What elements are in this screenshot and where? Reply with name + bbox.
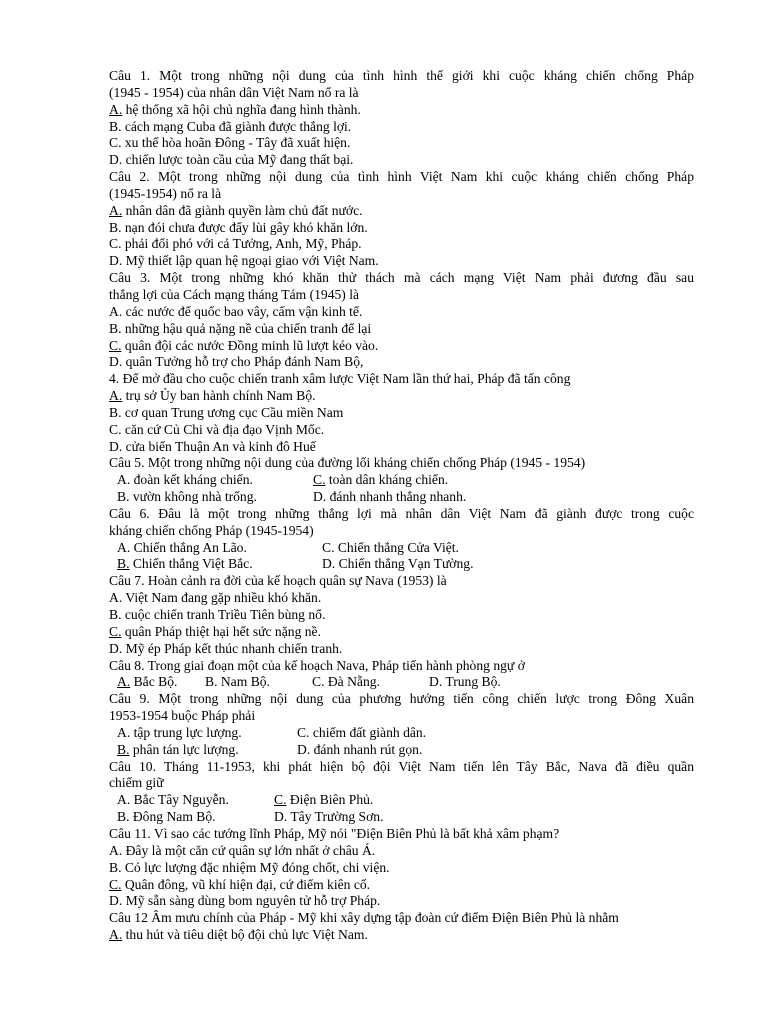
marked-answer-letter: A. <box>109 101 123 117</box>
option-text: đánh nhanh rút gọn. <box>310 741 423 757</box>
option-text: các nước đế quốc bao vây, cấm vận kinh tế. <box>122 303 363 319</box>
option-letter: C. <box>109 236 122 252</box>
option-letter: A. <box>117 724 131 740</box>
option-letter: B. <box>117 489 130 505</box>
answer-option <box>274 792 373 809</box>
question-9 <box>109 691 694 758</box>
question-stem-line: Câu 5. Một trong những nội dung của đường lối kháng chiến chống Pháp (1945 - 1954) <box>109 455 586 471</box>
option-letter: D. <box>313 489 327 505</box>
option-text: cơ quan Trung ương cục Cầu miền Nam <box>121 404 344 420</box>
question-stem-line: 4. Để mở đầu cho cuộc chiến tranh xâm lược Việt Nam lần thứ hai, Pháp đã tấn công <box>109 371 571 387</box>
option-letter: C. <box>322 539 335 555</box>
option-letter: B. <box>109 607 122 622</box>
answer-option <box>109 439 694 456</box>
option-letter: D. <box>297 741 311 757</box>
answer-option <box>109 607 694 624</box>
option-text: quân đội các nước Đồng minh lũ lượt kéo vào. <box>121 337 379 353</box>
answer-option <box>109 422 694 439</box>
answer-option <box>109 877 694 894</box>
answer-option <box>297 742 422 759</box>
option-text: phải đối phó với cả Tưởng, Anh, Mỹ, Pháp. <box>121 236 362 252</box>
question-5 <box>109 455 694 506</box>
marked-answer-letter: C. <box>274 792 287 808</box>
option-letter: D. <box>429 674 443 690</box>
option-text: Mỹ thiết lập quan hệ ngoại giao với Việt Nam. <box>122 253 379 269</box>
answer-option <box>109 338 694 355</box>
question-4 <box>109 371 694 455</box>
option-letter: A. <box>117 539 131 555</box>
question-stem-line: thắng lợi của Cách mạng tháng Tám (1945) là <box>109 286 360 302</box>
option-letter: B. <box>117 809 130 825</box>
answer-option <box>117 540 322 557</box>
option-text: Nam Bộ. <box>217 674 270 690</box>
option-letter: B. <box>205 674 218 690</box>
question-stem-line: Câu 3. Một trong những khó khăn thử thách mà cách mạng Việt Nam phải đương đầu sau <box>109 270 694 286</box>
option-text: Trung Bộ. <box>442 674 501 690</box>
question-2 <box>109 169 694 270</box>
answer-option <box>117 725 297 742</box>
option-letter: B. <box>109 404 122 420</box>
question-stem-line: 1953-1954 buộc Pháp phải <box>109 708 256 724</box>
answer-option <box>109 354 694 371</box>
option-text: Tây Trường Sơn. <box>287 809 384 825</box>
option-text: căn cứ Củ Chi và địa đạo Vịnh Mốc. <box>121 421 325 437</box>
answer-option <box>322 540 459 557</box>
answer-option <box>109 321 694 338</box>
question-stem-line: Câu 9. Một trong những nội dung của phương hướng tiến công chiến lược trong Đông Xuân <box>109 691 694 707</box>
answer-option <box>109 304 694 321</box>
answer-option-row <box>109 674 694 691</box>
option-text: cửa biển Thuận An và kinh đô Huế <box>122 438 316 454</box>
option-text: nhân dân đã giành quyền làm chủ đất nước. <box>122 202 363 218</box>
option-letter: B. <box>109 859 122 875</box>
question-stem-line: Câu 12 Âm mưu chính của Pháp - Mỹ khi xây dựng tập đoàn cứ điểm Điện Biên Phủ là nhằm <box>109 910 619 926</box>
answer-option-row <box>109 742 694 759</box>
option-letter: D. <box>109 893 123 909</box>
option-letter: D. <box>274 809 288 825</box>
option-text: xu thế hòa hoãn Đông - Tây đã xuất hiện. <box>121 135 351 151</box>
option-text: Có lực lượng đặc nhiệm Mỹ đóng chốt, chi viện. <box>121 859 390 875</box>
option-text: quân Pháp thiệt hại hết sức nặng nề. <box>121 623 321 639</box>
question-3 <box>109 270 694 371</box>
document-page <box>109 68 694 944</box>
option-text: Mỹ sẵn sàng dùng bom nguyên tử hỗ trợ Pháp. <box>122 893 381 909</box>
option-text: Bắc Tây Nguyễn. <box>130 792 229 808</box>
option-text: phân tán lực lượng. <box>129 741 239 757</box>
answer-option <box>109 388 694 405</box>
question-stem-line: chiếm giữ <box>109 775 164 791</box>
answer-option-row <box>109 540 694 557</box>
answer-option-row <box>109 725 694 742</box>
question-10 <box>109 759 694 826</box>
option-text: đoàn kết kháng chiến. <box>130 472 253 488</box>
option-letter: D. <box>109 640 123 656</box>
answer-option <box>109 641 694 658</box>
answer-option <box>109 590 694 607</box>
answer-option <box>109 203 694 220</box>
answer-option <box>109 893 694 910</box>
question-stem-line: Câu 1. Một trong những nội dung của tình hình thế giới khi cuộc kháng chiến chống Pháp <box>109 68 694 83</box>
answer-option-row <box>109 809 694 826</box>
option-text: những hậu quả nặng nề của chiến tranh để lại <box>121 320 372 336</box>
option-letter: A. <box>109 303 123 319</box>
option-text: chiếm đất giành dân. <box>309 724 427 740</box>
marked-answer-letter: A. <box>109 388 123 404</box>
answer-option <box>117 556 322 573</box>
option-letter: C. <box>109 135 122 151</box>
option-text: Đây là một căn cứ quân sự lớn nhất ở châu Á. <box>122 842 376 858</box>
option-text: Bắc Bộ. <box>130 674 178 690</box>
option-text: quân Tưởng hỗ trợ cho Pháp đánh Nam Bộ, <box>122 354 364 370</box>
question-11 <box>109 826 694 910</box>
option-letter: B. <box>109 320 122 336</box>
answer-option <box>109 119 694 136</box>
option-letter: C. <box>312 674 325 690</box>
answer-option <box>109 152 694 169</box>
question-stem-line: kháng chiến chống Pháp (1945-1954) <box>109 522 314 538</box>
question-stem-line: Câu 7. Hoàn cảnh ra đời của kế hoạch quân sự Nava (1953) là <box>109 573 447 589</box>
question-stem-line: Câu 8. Trong giai đoạn một của kế hoạch Nava, Pháp tiến hành phòng ngự ở <box>109 657 525 673</box>
marked-answer-letter: C. <box>109 876 122 892</box>
option-letter: C. <box>297 724 310 740</box>
option-letter: D. <box>109 438 123 454</box>
option-text: đánh nhanh thắng nhanh. <box>326 489 467 505</box>
option-text: Đông Nam Bộ. <box>129 809 216 825</box>
answer-option <box>205 674 312 691</box>
question-stem-line: Câu 6. Đâu là một trong những thắng lợi mà nhân dân Việt Nam đã giành được trong cuộc <box>109 505 694 521</box>
question-8 <box>109 658 694 692</box>
question-stem-line: Câu 10. Tháng 11-1953, khi phát hiện bộ đội Việt Nam tiến lên Tây Bắc, Nava đã điều quần <box>109 758 694 774</box>
question-stem-line: Câu 2. Một trong những nội dung của tình hình Việt Nam khi cuộc kháng chiến chống Pháp <box>109 169 694 185</box>
answer-option <box>312 674 429 691</box>
option-letter: A. <box>117 792 131 808</box>
answer-option <box>117 674 205 691</box>
answer-option <box>109 624 694 641</box>
marked-answer-letter: C. <box>109 623 122 639</box>
answer-option <box>297 725 426 742</box>
answer-option-row <box>109 489 694 506</box>
option-text: Quân đông, vũ khí hiện đại, cứ điểm kiên cố. <box>121 876 371 892</box>
option-text: toàn dân kháng chiến. <box>325 472 449 488</box>
option-letter: A. <box>109 590 123 606</box>
option-letter: B. <box>109 118 122 134</box>
answer-option <box>429 674 501 691</box>
option-text: Chiến thắng Cửa Việt. <box>334 539 459 555</box>
answer-option <box>322 556 474 573</box>
option-text: Chiến thắng Việt Bắc. <box>129 556 253 572</box>
answer-option-row <box>109 472 694 489</box>
option-text: cách mạng Cuba đã giành được thắng lợi. <box>121 118 352 134</box>
option-letter: B. <box>109 219 122 235</box>
marked-answer-letter: C. <box>109 337 122 353</box>
marked-answer-letter: C. <box>313 472 326 488</box>
answer-option <box>313 472 448 489</box>
option-text: Chiến thắng An Lão. <box>130 539 247 555</box>
option-text: Điện Biên Phủ. <box>286 792 374 808</box>
question-12 <box>109 910 694 944</box>
answer-option <box>109 135 694 152</box>
answer-option <box>313 489 466 506</box>
option-letter: D. <box>322 556 336 572</box>
answer-option-row <box>109 556 694 573</box>
option-letter: C. <box>109 421 122 437</box>
option-text: nạn đói chưa được đẩy lùi gây khó khăn lớn. <box>121 219 368 235</box>
question-stem-line: Câu 11. Vì sao các tướng lĩnh Pháp, Mỹ nói "Điện Biên Phủ là bất khả xâm phạm? <box>109 825 560 841</box>
marked-answer-letter: B. <box>117 556 130 572</box>
answer-option <box>109 253 694 270</box>
answer-option <box>274 809 384 826</box>
option-text: trụ sở Ủy ban hành chính Nam Bộ. <box>122 388 316 404</box>
option-text: Mỹ ép Pháp kết thúc nhanh chiến tranh. <box>122 640 343 656</box>
option-letter: D. <box>109 253 123 269</box>
answer-option <box>117 742 297 759</box>
answer-option <box>109 860 694 877</box>
option-text: thu hút và tiêu diệt bộ đội chủ lực Việt Nam. <box>122 927 368 943</box>
question-7 <box>109 573 694 657</box>
question-stem-line: (1945 - 1954) của nhân dân Việt Nam nổ ra là <box>109 84 359 100</box>
option-letter: D. <box>109 152 123 168</box>
answer-option-row <box>109 792 694 809</box>
option-text: cuộc chiến tranh Triều Tiên bùng nổ. <box>121 607 326 622</box>
answer-option <box>109 405 694 422</box>
option-text: vườn không nhà trống. <box>129 489 257 505</box>
marked-answer-letter: B. <box>117 741 130 757</box>
question-stem-line: (1945-1954) nổ ra là <box>109 185 222 201</box>
option-letter: A. <box>109 842 123 858</box>
option-letter: D. <box>109 354 123 370</box>
option-text: Việt Nam đang gặp nhiều khó khăn. <box>122 590 322 606</box>
answer-option <box>109 236 694 253</box>
answer-option <box>109 220 694 237</box>
answer-option <box>109 927 694 944</box>
answer-option <box>117 809 274 826</box>
answer-option <box>117 472 313 489</box>
option-text: Đà Nẵng. <box>324 674 380 690</box>
answer-option <box>109 102 694 119</box>
option-text: Chiến thắng Vạn Tường. <box>335 556 474 572</box>
question-1 <box>109 68 694 169</box>
option-text: hệ thống xã hội chủ nghĩa đang hình thành. <box>122 101 361 117</box>
marked-answer-letter: A. <box>117 674 131 690</box>
option-text: tập trung lực lượng. <box>130 724 242 740</box>
marked-answer-letter: A. <box>109 927 123 943</box>
answer-option <box>109 843 694 860</box>
question-6 <box>109 506 694 573</box>
option-text: chiến lược toàn cầu của Mỹ đang thất bại. <box>122 152 354 168</box>
option-letter: A. <box>117 472 131 488</box>
answer-option <box>117 792 274 809</box>
answer-option <box>117 489 313 506</box>
marked-answer-letter: A. <box>109 202 123 218</box>
